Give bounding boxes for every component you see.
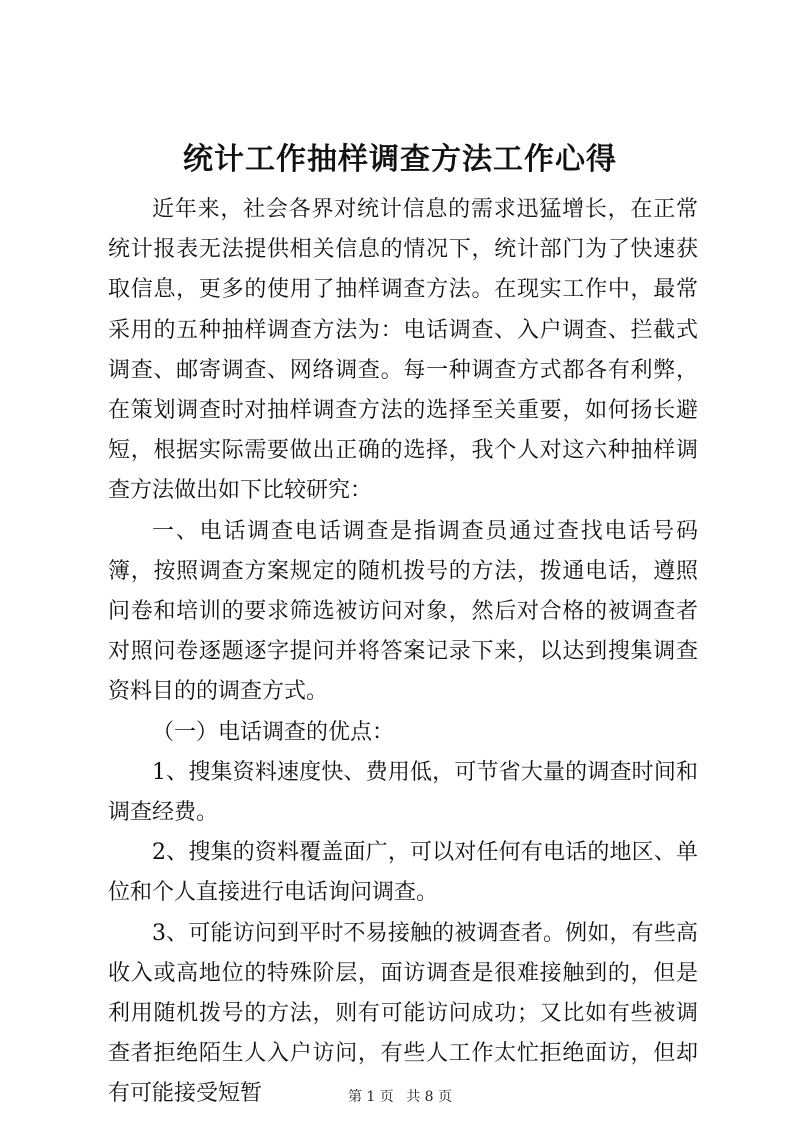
paragraph-advantage-3: 3、可能访问到平时不易接触的被调查者。例如，有些高收入或高地位的特殊阶层，面访调查是很难接触到的，但是利用随机拨号的方法，则有可能访问成功；又比如有些被调查者拒绝陌生人入户访问，有些人工作太忙拒绝面访，但却有可能接受短暂 — [108, 920, 698, 1107]
document-title: 统计工作抽样调查方法工作心得 — [183, 142, 617, 177]
page-footer — [0, 1088, 800, 1106]
paragraph-advantage-1: 1、搜集资料速度快、费用低，可节省大量的调查时间和调查经费。 — [108, 759, 698, 826]
page-number: 第 1 页 — [347, 1089, 394, 1105]
paragraph-advantage-2: 2、搜集的资料覆盖面广，可以对任何有电话的地区、单位和个人直接进行电话询问调查。 — [108, 840, 698, 906]
paragraph-advantages-heading: （一）电话调查的优点： — [152, 719, 395, 745]
paragraph-intro: 近年来，社会各界对统计信息的需求迅猛增长，在正常统计报表无法提供相关信息的情况下，统计部门为了快速获取信息，更多的使用了抽样调查方法。在现实工作中，最常采用的五种抽样调查方法为：电话调查、入户调查、拦截式调查、邮寄调查、网络调查。每一种调查方式都各有利弊，在策划调查时对抽样调查方法的选择至关重要，如何扬长避短，根据实际需要做出正确的选择，我个人对这六种抽样调查方法做出如下比较研究： — [108, 197, 698, 504]
document-body — [108, 190, 698, 1115]
total-pages: 共 8 页 — [406, 1089, 453, 1105]
paragraph-phone-survey: 一、电话调查电话调查是指调查员通过查找电话号码簿，按照调查方案规定的随机拨号的方法，拨通电话，遵照问卷和培训的要求筛选被访问对象，然后对合格的被调查者对照问卷逐题逐字提问并将答案记录下来，以达到搜集调查资料目的的调查方式。 — [108, 518, 698, 705]
